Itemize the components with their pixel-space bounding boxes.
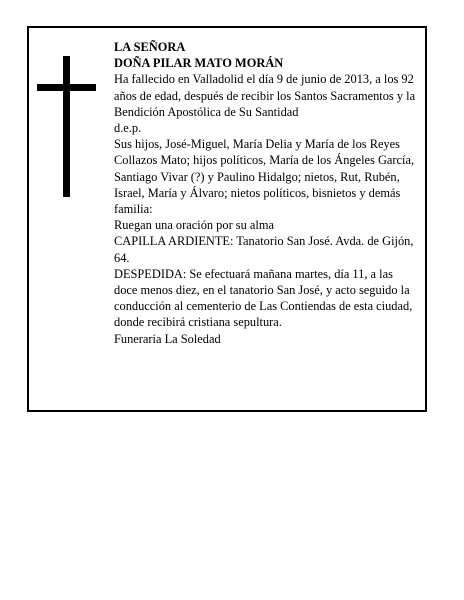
farewell-info: DESPEDIDA: Se efectuará mañana martes, día 11, a las doce menos diez, en el tanatorio San José, y acto seguido la conducción al cementerio de Las Contiendas de esta ciudad, donde recibirá cristiana sepultura. [114, 266, 413, 330]
deceased-name: DOÑA PILAR MATO MORÁN [114, 56, 284, 71]
obituary-text [114, 39, 419, 347]
chapel-info: CAPILLA ARDIENTE: Tanatorio San José. Avda. de Gijón, 64. [114, 234, 414, 265]
cross-icon-vertical-bar [63, 56, 70, 197]
death-statement: Ha fallecido en Valladolid el día 9 de junio de 2013, a los 92 años de edad, después de recibir los Santos Sacramentos y la Bendición Apostólica de Su Santidad [114, 72, 416, 119]
family-list: Sus hijos, José-Miguel, María Delia y María de los Reyes Collazos Mato; hijos políticos, María de los Ángeles García, Santiago Vivar (?) y Paulino Hidalgo; nietos, Rut, Rubén, Israel, María y Álvaro; nietos políticos, bisnietos y demás familia: [114, 137, 415, 217]
cross-icon-horizontal-bar [37, 84, 96, 91]
funeral-home: Funeraria La Soledad [114, 331, 221, 346]
rip-abbreviation: d.e.p. [114, 121, 142, 136]
notice-heading: LA SEÑORA [114, 40, 186, 54]
prayer-request: Ruegan una oración por su alma [114, 218, 274, 233]
